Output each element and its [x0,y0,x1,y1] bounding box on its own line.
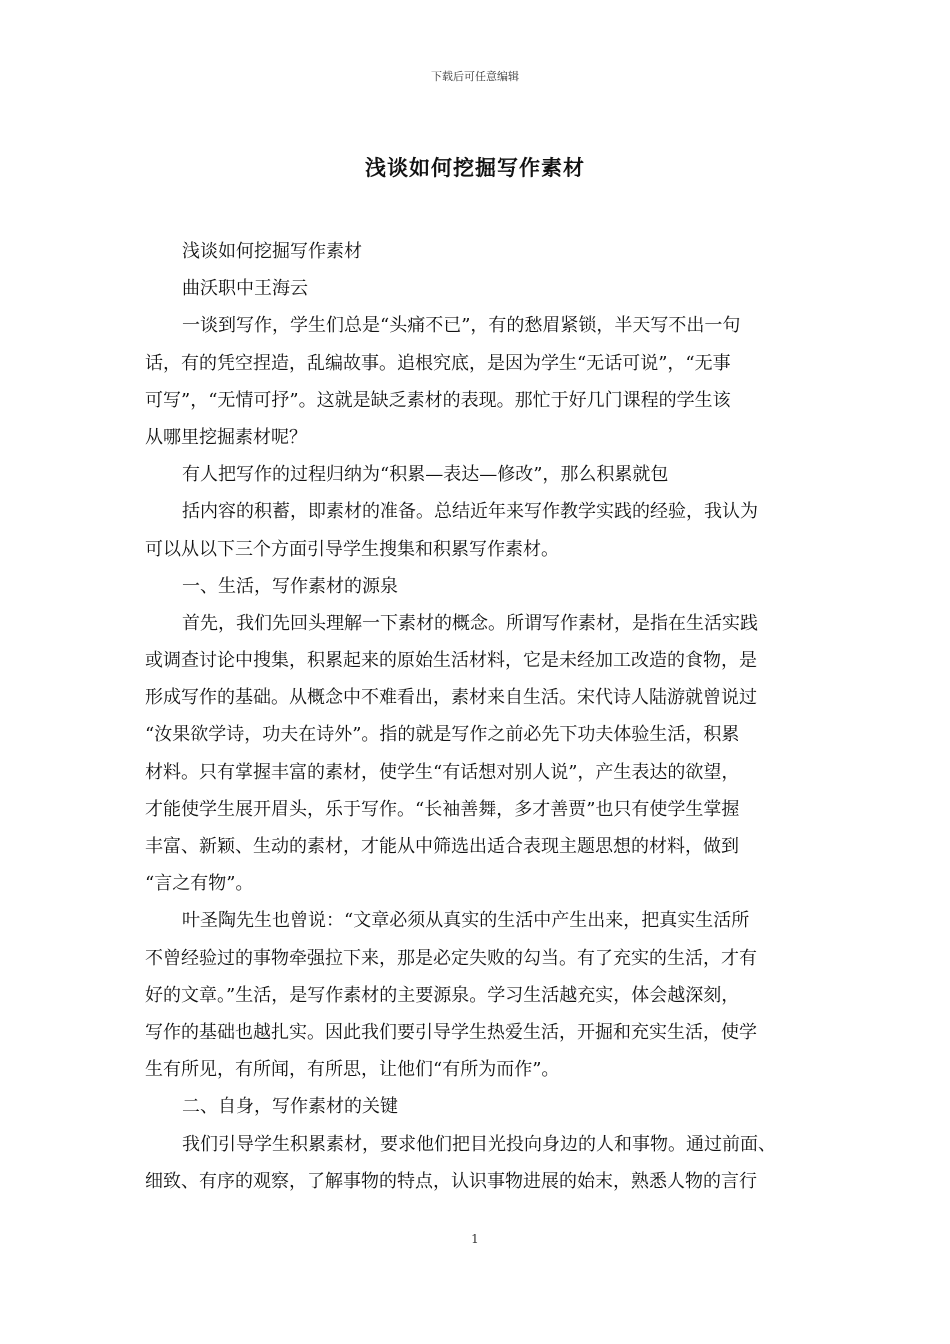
body-line: “汝果欲学诗，功夫在诗外”。指的就是写作之前必先下功夫体验生活，积累 [145,724,740,746]
body-line: “言之有物”。 [145,873,254,895]
body-line: 形成写作的基础。从概念中不难看出，素材来自生活。宋代诗人陆游就曾说过 [145,687,757,709]
body-line: 才能使学生展开眉头，乐于写作。“长袖善舞，多才善贾”也只有使学生掌握 [145,798,740,820]
body-line: 有人把写作的过程归纳为“积累—表达—修改”，那么积累就包 [182,464,669,486]
body-line: 曲沃职中王海云 [182,278,308,300]
body-line: 生有所见，有所闻，有所思，让他们“有所为而作”。 [145,1059,560,1081]
body-line: 括内容的积蓄，即素材的准备。总结近年来写作教学实践的经验，我认为 [182,501,758,523]
body-line: 不曾经验过的事物牵强拉下来，那是必定失败的勾当。有了充实的生活，才有 [145,947,757,969]
body-line: 一、生活，写作素材的源泉 [182,575,398,597]
page-number: 1 [471,1232,479,1246]
body-line: 从哪里挖掘素材呢？ [145,426,307,448]
body-line: 叶圣陶先生也曾说：“文章必须从真实的生活中产生出来，把真实生活所 [182,910,750,932]
body-line: 或调查讨论中搜集，积累起来的原始生活材料，它是未经加工改造的食物，是 [145,650,757,672]
body-line: 细致、有序的观察，了解事物的特点，认识事物进展的始末，熟悉人物的言行 [145,1170,757,1192]
body-line: 话，有的凭空捏造，乱编故事。追根究底，是因为学生“无话可说”，“无事 [145,352,731,374]
body-line: 可以从以下三个方面引导学生搜集和积累写作素材。 [145,538,559,560]
page-header: 下载后可任意编辑 [431,70,519,83]
body-line: 一谈到写作，学生们总是“头痛不已”，有的愁眉紧锁，半天写不出一句 [182,315,741,337]
document-title: 浅谈如何挖掘写作素材 [365,155,585,180]
document-body [145,233,807,1200]
body-line: 好的文章。”生活，是写作素材的主要源泉。学习生活越充实，体会越深刻， [145,984,740,1006]
body-line: 首先，我们先回头理解一下素材的概念。所谓写作素材，是指在生活实践 [182,612,758,634]
body-line: 浅谈如何挖掘写作素材 [182,241,362,262]
body-line: 写作的基础也越扎实。因此我们要引导学生热爱生活，开掘和充实生活，使学 [145,1021,757,1043]
body-line: 二、自身，写作素材的关键 [182,1096,398,1118]
body-line: 丰富、新颖、生动的素材，才能从中筛选出适合表现主题思想的材料，做到 [145,836,739,857]
body-line: 可写”，“无情可抒”。这就是缺乏素材的表现。那忙于好几门课程的学生该 [145,389,731,411]
body-line: 材料。只有掌握丰富的素材，使学生“有话想对别人说”，产生表达的欲望， [145,761,740,783]
body-line: 我们引导学生积累素材，要求他们把目光投向身边的人和事物。通过前面、 [182,1133,776,1155]
